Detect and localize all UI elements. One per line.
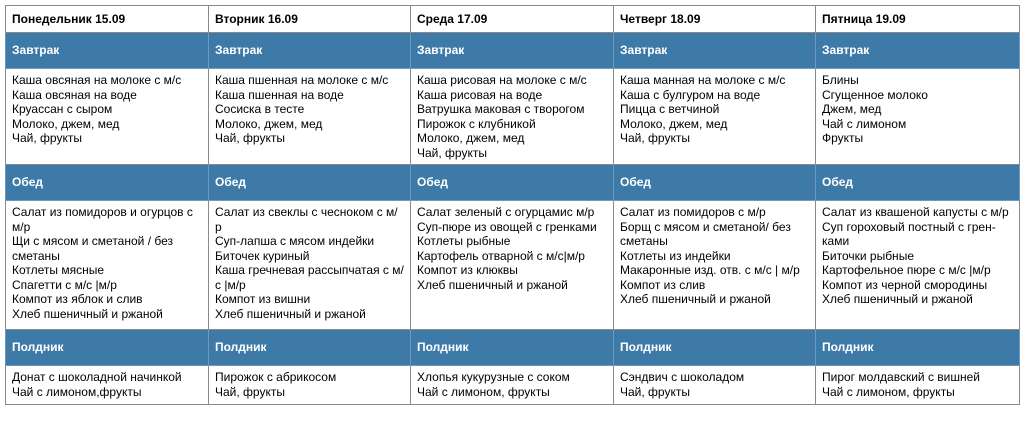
menu-item: Суп гороховый постный с грен-ками — [822, 219, 996, 248]
menu-item: Пицца с ветчиной — [620, 102, 720, 116]
day-header: Вторник 16.09 — [209, 6, 411, 33]
menu-item: Каша овсяная на воде — [12, 87, 137, 102]
menu-item: Пирог молдавский с вишней — [822, 370, 980, 384]
meal-items-cell — [816, 201, 1020, 330]
day-header: Среда 17.09 — [411, 6, 614, 33]
menu-item: Компот из клюквы — [417, 263, 518, 277]
meal-section-title: Полдник — [6, 330, 209, 366]
menu-item: Ватрушка маковая с творогом — [417, 102, 585, 116]
menu-item: Щи с мясом и сметаной / без сметаны — [12, 234, 174, 263]
menu-item: Каша пшенная на воде — [215, 87, 344, 102]
meal-section-title: Полдник — [209, 330, 411, 366]
menu-item: Каша овсяная на молоке с м/с — [12, 73, 182, 87]
meal-items-cell — [411, 201, 614, 330]
meal-section-title: Завтрак — [6, 33, 209, 69]
menu-item: Каша с булгуром на воде — [620, 87, 761, 102]
menu-item: Блины — [822, 73, 859, 87]
menu-item: Чай, фрукты — [620, 131, 690, 145]
menu-item: Сосиска в тесте — [215, 102, 305, 116]
menu-item: Чай, фрукты — [215, 384, 285, 399]
meal-items-cell — [614, 201, 816, 330]
menu-item: Сгущенное молоко — [822, 87, 928, 102]
meal-section-title: Завтрак — [614, 33, 816, 69]
menu-item: Молоко, джем, мед — [417, 131, 525, 145]
menu-item: Чай с лимоном, фрукты — [822, 384, 955, 399]
menu-item: Чай, фрукты — [12, 131, 82, 145]
meal-items-cell — [614, 69, 816, 165]
menu-item: Компот из яблок и слив — [12, 292, 143, 306]
meal-section-row — [6, 330, 1020, 366]
day-header: Четверг 18.09 — [614, 6, 816, 33]
menu-item: Салат из свеклы с чесноком с м/р — [215, 205, 398, 234]
weekly-menu-table — [5, 5, 1020, 405]
menu-item: Чай, фрукты — [215, 131, 285, 145]
menu-item: Хлеб пшеничный и ржаной — [417, 277, 568, 292]
day-header: Пятница 19.09 — [816, 6, 1020, 33]
day-header-row — [6, 6, 1020, 33]
meal-section-title: Полдник — [614, 330, 816, 366]
menu-item: Донат с шоколадной начинкой — [12, 370, 182, 384]
meal-section-title: Обед — [411, 165, 614, 201]
menu-item: Компот из черной смородины — [822, 277, 988, 292]
meal-items-row — [6, 366, 1020, 405]
menu-item: Молоко, джем, мед — [620, 116, 728, 131]
meal-items-cell — [411, 366, 614, 405]
menu-item: Чай с лимоном — [822, 116, 907, 131]
meal-items-row — [6, 69, 1020, 165]
meal-section-title: Обед — [209, 165, 411, 201]
meal-items-cell — [816, 366, 1020, 405]
menu-item: Чай с лимоном, фрукты — [417, 384, 550, 399]
meal-items-cell — [209, 201, 411, 330]
menu-item: Джем, мед — [822, 102, 882, 116]
menu-item: Биточки рыбные — [822, 248, 914, 263]
menu-item: Хлеб пшеничный и ржаной — [822, 292, 973, 306]
menu-item: Суп-пюре из овощей с гренками — [417, 219, 597, 234]
meal-items-cell — [614, 366, 816, 405]
menu-item: Компот из слив — [620, 277, 706, 292]
meal-section-title: Полдник — [816, 330, 1020, 366]
menu-item: Салат из помидоров с м/р — [620, 205, 766, 219]
menu-item: Хлеб пшеничный и ржаной — [215, 306, 366, 321]
meal-section-title: Завтрак — [816, 33, 1020, 69]
meal-items-row — [6, 201, 1020, 330]
menu-item: Салат из помидоров и огурцов с м/р — [12, 205, 193, 234]
menu-item: Чай, фрукты — [417, 145, 487, 160]
menu-item: Пирожок с клубникой — [417, 116, 536, 131]
meal-items-cell — [209, 69, 411, 165]
menu-item: Каша рисовая на молоке с м/с — [417, 73, 587, 87]
meal-items-cell — [411, 69, 614, 165]
menu-item: Картофель отварной с м/с|м/р — [417, 248, 585, 263]
meal-items-cell — [6, 366, 209, 405]
meal-section-title: Завтрак — [411, 33, 614, 69]
meal-items-cell — [6, 69, 209, 165]
menu-item: Салат из квашеной капусты с м/р — [822, 205, 1009, 219]
menu-item: Молоко, джем, мед — [215, 116, 323, 131]
menu-item: Котлеты мясные — [12, 263, 105, 277]
meal-items-cell — [6, 201, 209, 330]
meal-section-title: Обед — [6, 165, 209, 201]
menu-item: Салат зеленый с огурцамис м/р — [417, 205, 595, 219]
meal-section-row — [6, 165, 1020, 201]
meal-section-title: Завтрак — [209, 33, 411, 69]
menu-item: Картофельное пюре с м/с |м/р — [822, 263, 991, 277]
menu-item: Компот из вишни — [215, 292, 311, 306]
menu-item: Спагетти с м/с |м/р — [12, 277, 117, 292]
menu-item: Сэндвич с шоколадом — [620, 370, 745, 384]
menu-item: Пирожок с абрикосом — [215, 370, 337, 384]
menu-item: Хлеб пшеничный и ржаной — [12, 306, 163, 321]
menu-item: Макаронные изд. отв. с м/с | м/р — [620, 263, 800, 277]
day-header: Понедельник 15.09 — [6, 6, 209, 33]
menu-item: Котлеты из индейки — [620, 248, 731, 263]
menu-item: Биточек куриный — [215, 248, 310, 263]
menu-item: Молоко, джем, мед — [12, 116, 120, 131]
meal-section-title: Обед — [816, 165, 1020, 201]
menu-item: Каша гречневая рассыпчатая с м/с |м/р — [215, 263, 404, 292]
meal-section-row — [6, 33, 1020, 69]
menu-item: Каша рисовая на воде — [417, 87, 543, 102]
menu-item: Фрукты — [822, 131, 864, 145]
menu-item: Хлопья кукурузные с соком — [417, 370, 570, 384]
menu-item: Круассан с сыром — [12, 102, 113, 116]
menu-item: Каша пшенная на молоке с м/с — [215, 73, 389, 87]
meal-items-cell — [816, 69, 1020, 165]
menu-item: Котлеты рыбные — [417, 234, 511, 248]
meal-section-title: Обед — [614, 165, 816, 201]
menu-item: Чай, фрукты — [620, 384, 690, 399]
meal-items-cell — [209, 366, 411, 405]
menu-item: Чай с лимоном,фрукты — [12, 384, 142, 399]
meal-section-title: Полдник — [411, 330, 614, 366]
menu-item: Борщ с мясом и сметаной/ без сметаны — [620, 219, 791, 248]
menu-item: Суп-лапша с мясом индейки — [215, 234, 375, 248]
menu-item: Каша манная на молоке с м/с — [620, 73, 786, 87]
menu-item: Хлеб пшеничный и ржаной — [620, 292, 771, 306]
